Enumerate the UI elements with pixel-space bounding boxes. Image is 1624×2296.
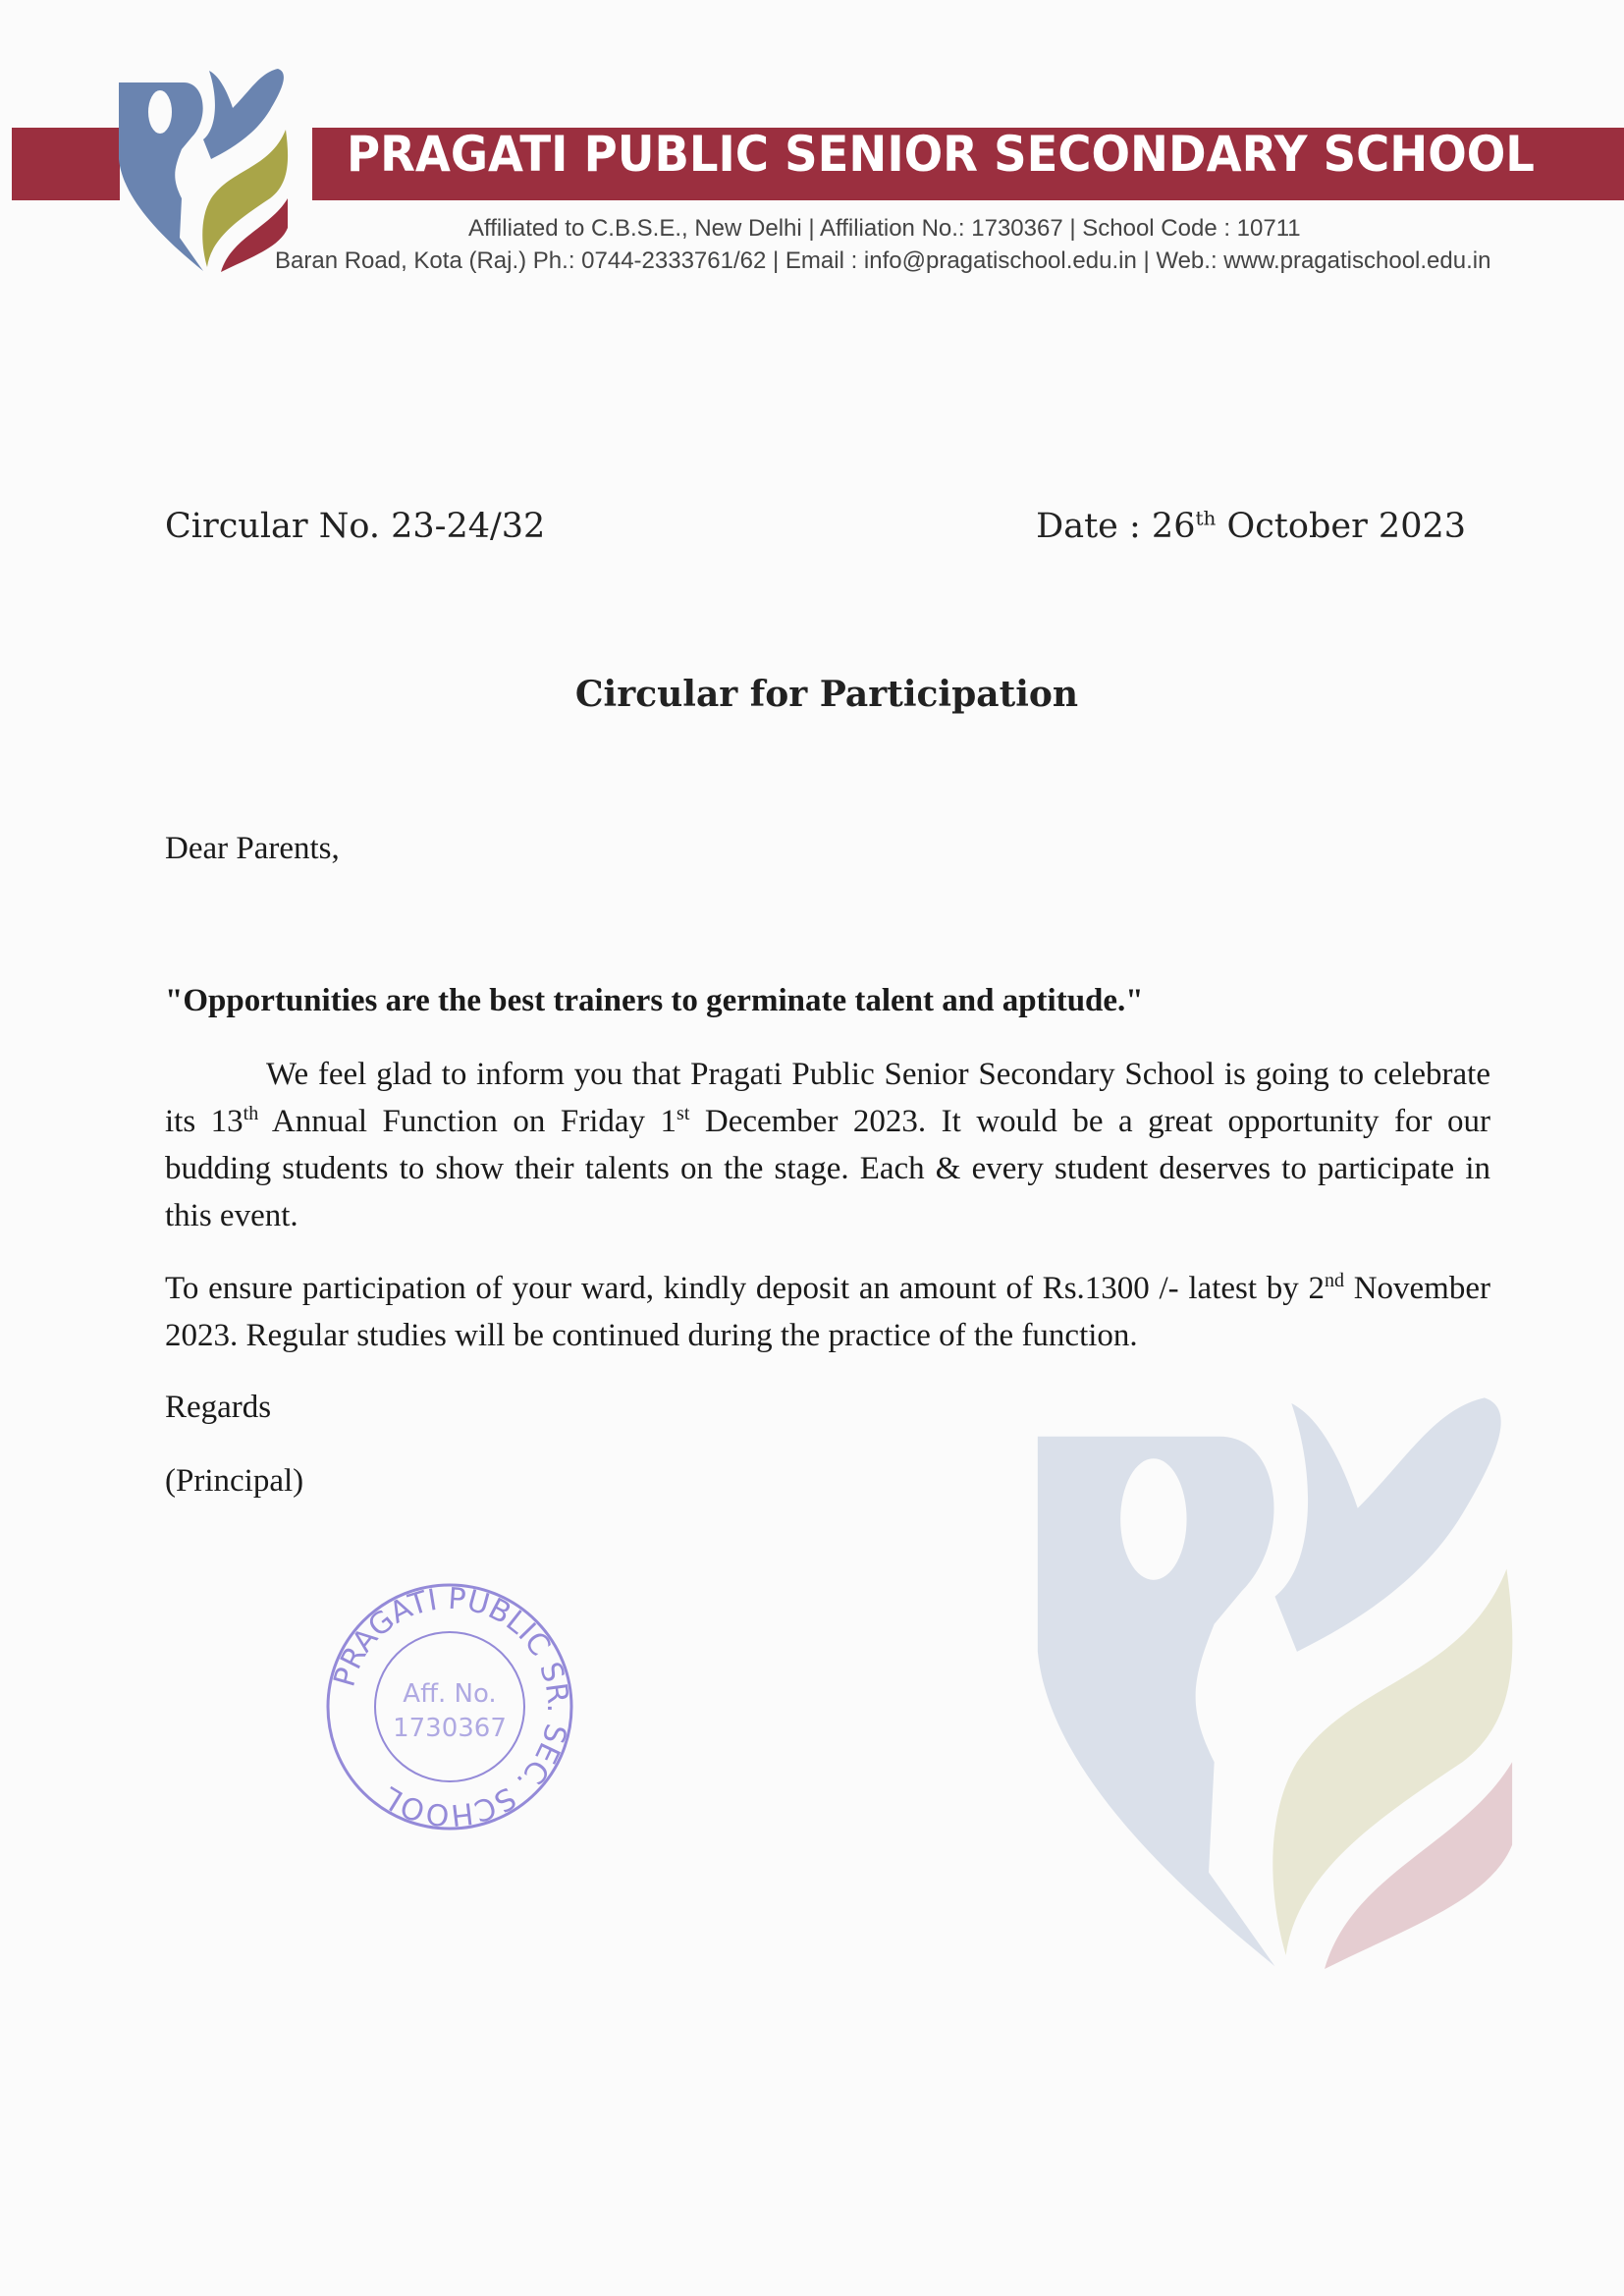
- date-prefix: Date : 26: [1036, 507, 1196, 546]
- quote: "Opportunities are the best trainers to germinate talent and aptitude.": [165, 983, 1144, 1018]
- circular-heading: Circular for Participation: [574, 674, 1079, 715]
- contact-line: Baran Road, Kota (Raj.) Ph.: 0744-2333761/62 | Email : info@pragatischool.edu.in | Web.: www.pragatischool.edu.in: [275, 247, 1491, 274]
- stamp-inner-line2: 1730367: [393, 1714, 507, 1743]
- circular-number: Circular No. 23-24/32: [165, 507, 546, 546]
- circular-date: [1036, 507, 1466, 546]
- school-name: PRAGATI PUBLIC SENIOR SECONDARY SCHOOL: [347, 126, 1535, 183]
- salutation: Dear Parents,: [165, 831, 340, 866]
- paragraph-2: To ensure participation of your ward, kindly deposit an amount of Rs.1300 /- latest by 2nd November 2023. Regular studies will be continued during the practice of the function.: [165, 1270, 1490, 1353]
- header-band-left: [12, 128, 120, 200]
- paragraph-1: We feel glad to inform you that Pragati Public Senior Secondary School is going to celebrate its 13th Annual Function on Friday 1st December 2023. It would be a great opportunity for our budding students to show their talents on the stage. Each & every student deserves to participate in this event.: [165, 1057, 1490, 1233]
- stamp-outer-text: PRAGATI PUBLIC SR. SEC. SCHOOL: [327, 1581, 575, 1832]
- stamp-inner-line1: Aff. No.: [403, 1679, 497, 1709]
- signatory: (Principal): [165, 1463, 304, 1499]
- date-suffix: October 2023: [1216, 507, 1466, 546]
- watermark-logo: [1021, 1375, 1600, 1984]
- affiliation-line: Affiliated to C.B.S.E., New Delhi | Affiliation No.: 1730367 | School Code : 10711: [468, 215, 1301, 242]
- school-stamp: [322, 1579, 577, 1834]
- school-logo: [113, 61, 319, 277]
- date-sup: th: [1195, 506, 1217, 530]
- closing: Regards: [165, 1390, 272, 1425]
